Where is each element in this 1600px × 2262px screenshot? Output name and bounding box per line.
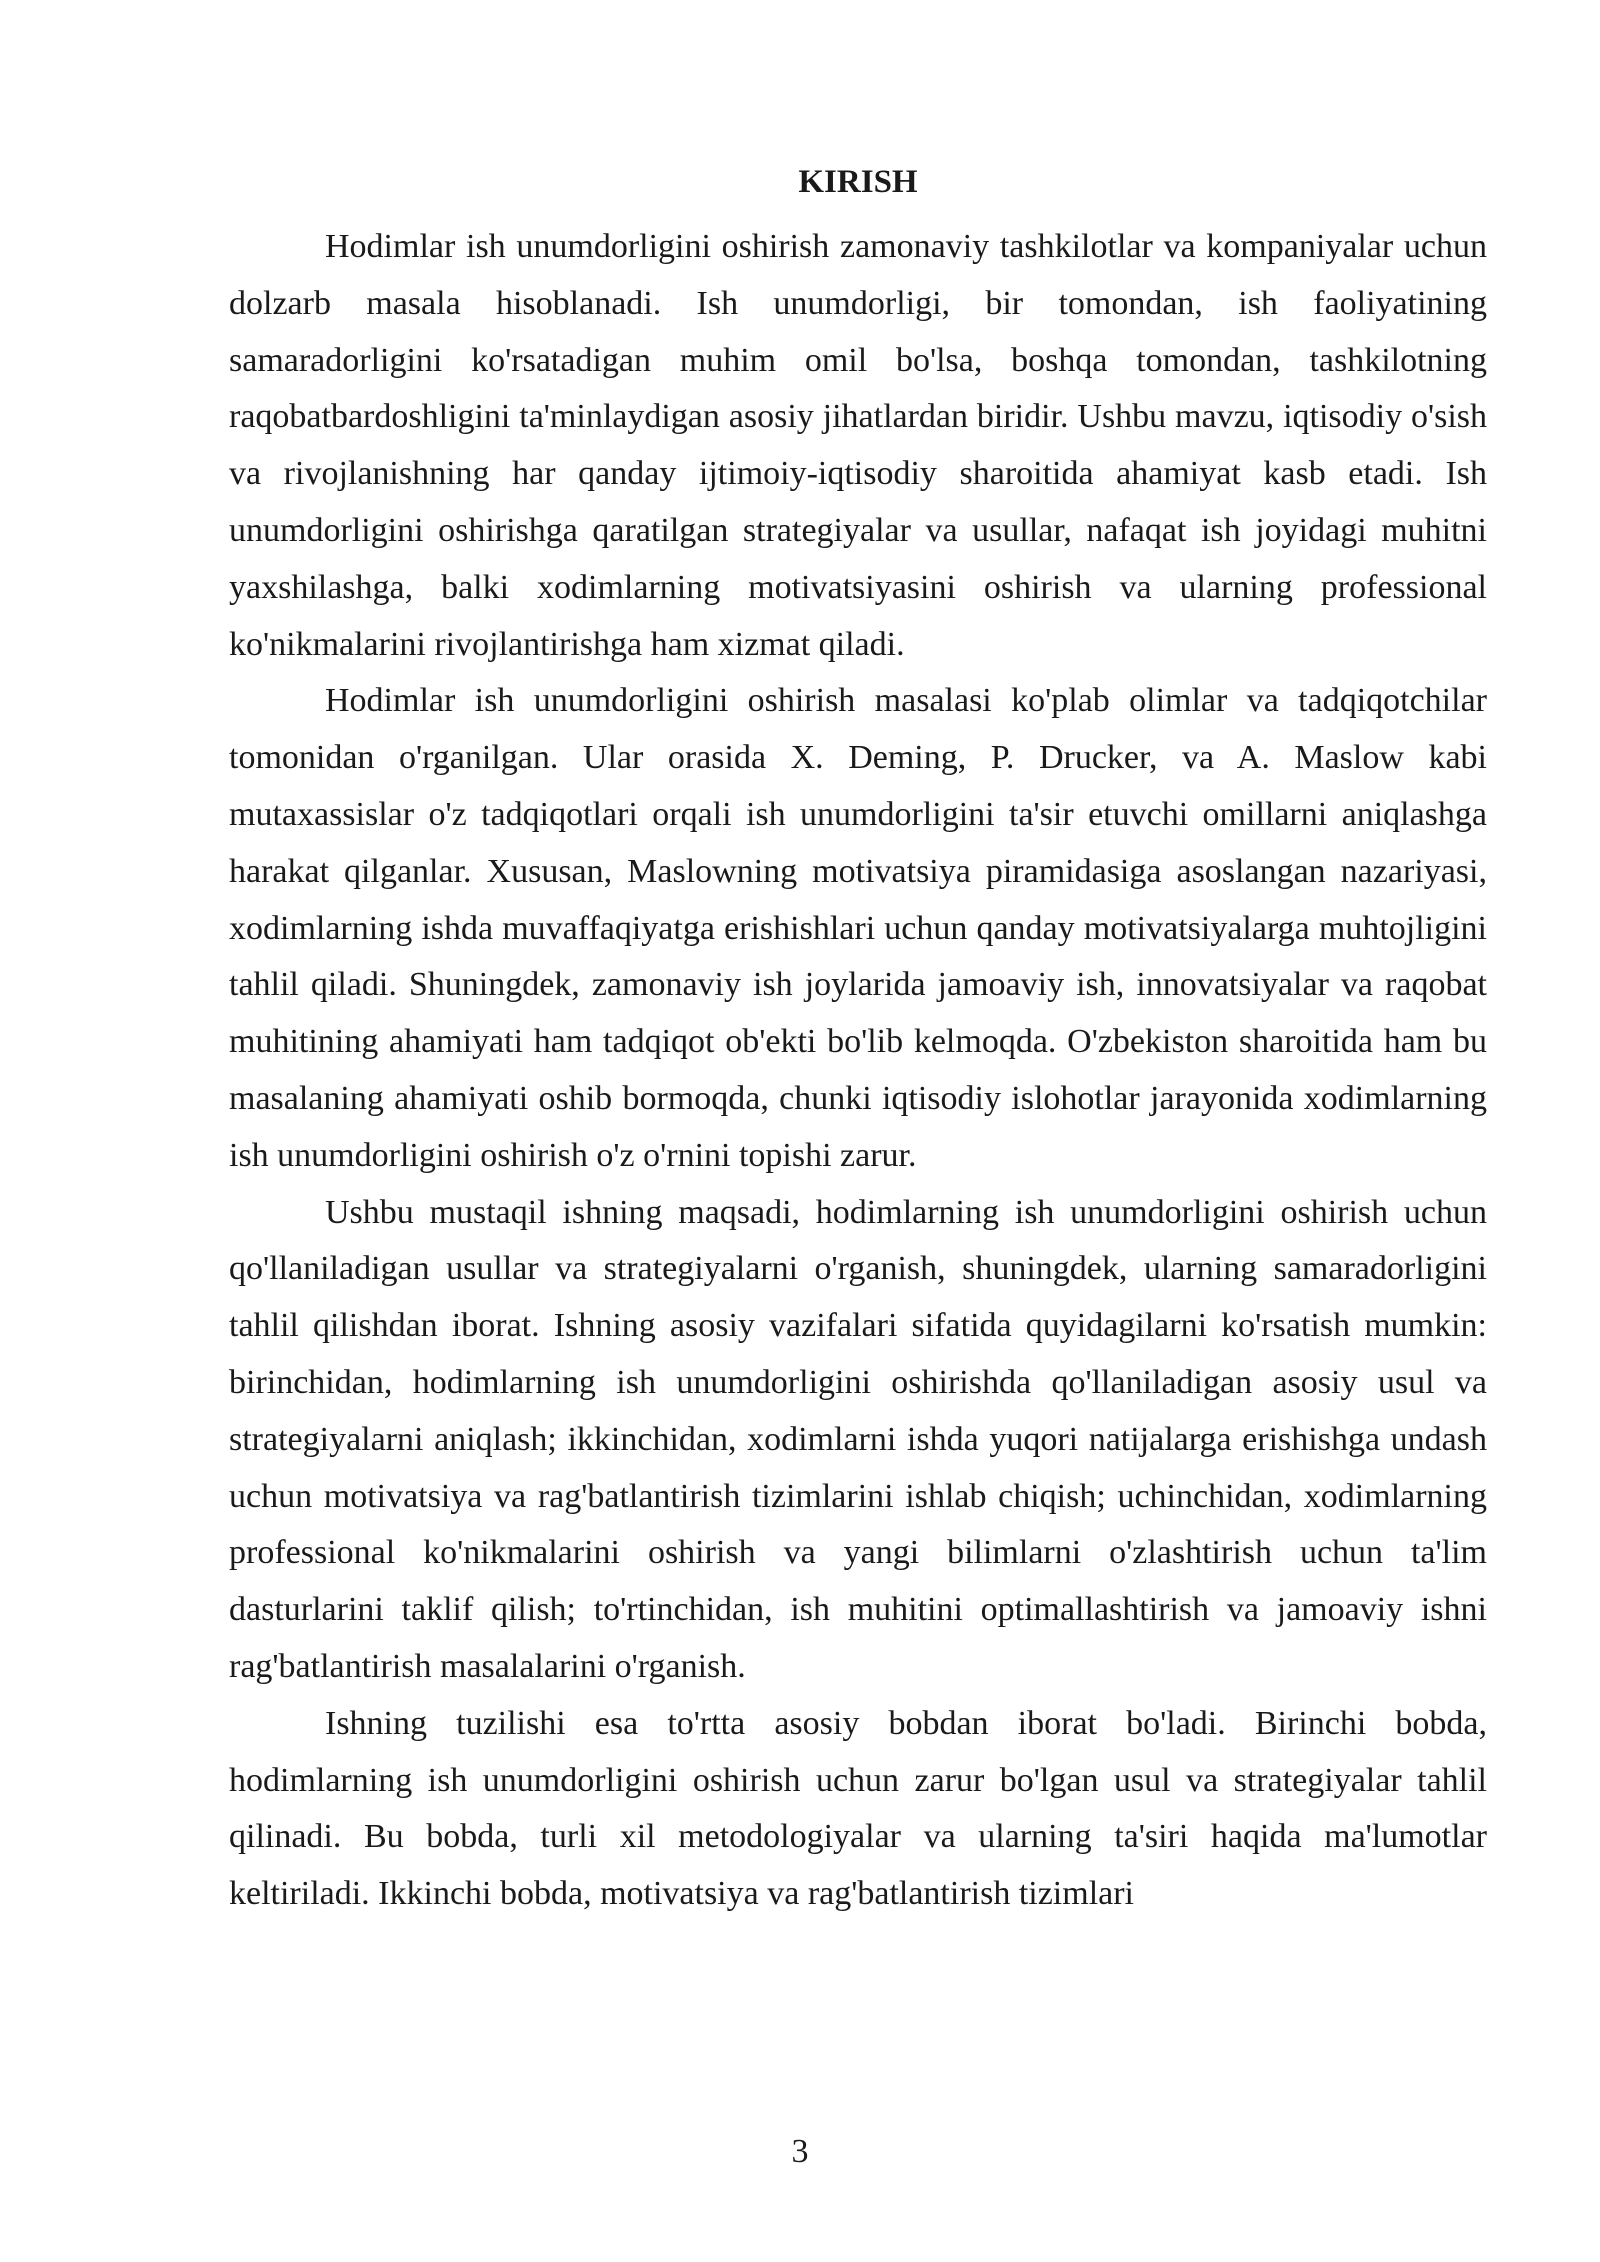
page-number: 3 xyxy=(791,2133,809,2170)
paragraph-3: Ushbu mustaqil ishning maqsadi, hodimlarning ish unumdorligini oshirish uchun qo'llaniladigan usullar va strategiyalarni o'rganish, shuningdek, ularning samaradorligini tahlil qilishdan iborat. Ishning asosiy vazifalari sifatida quyidagilarni ko'rsatish mumkin: birinchidan, hodimlarning ish unumdorligini oshirishda qo'llaniladigan asosiy usul va strategiyalarni aniqlash; ikkinchidan, xodimlarni ishda yuqori natijalarga erishishga undash uchun motivatsiya va rag'batlantirish tizimlarini ishlab chiqish; uchinchidan, xodimlarning professional ko'nikmalarini oshirish va yangi bilimlarni o'zlashtirish uchun ta'lim dasturlarini taklif qilish; to'rtinchidan, ish muhitini optimallashtirish va jamoaviy ishni rag'batlantirish masalalarini o'rganish. xyxy=(229,1193,1487,1685)
paragraph-1: Hodimlar ish unumdorligini oshirish zamonaviy tashkilotlar va kompaniyalar uchun dolzarb masala hisoblanadi. Ish unumdorligi, bir tomondan, ish faoliyatining samaradorligini ko'rsatadigan muhim omil bo'lsa, boshqa tomondan, tashkilotning raqobatbardoshligini ta'minlaydigan asosiy jihatlardan biridir. Ushbu mavzu, iqtisodiy o'sish va rivojlanishning har qanday ijtimoiy-iqtisodiy sharoitida ahamiyat kasb etadi. Ish unumdorligini oshirishga qaratilgan strategiyalar va usullar, nafaqat ish joyidagi muhitni yaxshilashga, balki xodimlarning motivatsiyasini oshirish va ularning professional ko'nikmalarini rivojlantirishga ham xizmat qiladi. xyxy=(229,228,1487,663)
paragraph-4: Ishning tuzilishi esa to'rtta asosiy bobdan iborat bo'ladi. Birinchi bobda, hodimlarning ish unumdorligini oshirish uchun zarur bo'lgan usul va strategiyalar tahlil qilinadi. Bu bobda, turli xil metodologiyalar va ularning ta'siri haqida ma'lumotlar keltiriladi. Ikkinchi bobda, motivatsiya va rag'batlantirish tizimlari xyxy=(229,1704,1487,1913)
section-title: KIRISH xyxy=(798,164,918,200)
paragraph-2: Hodimlar ish unumdorligini oshirish masalasi ko'plab olimlar va tadqiqotchilar tomonidan o'rganilgan. Ular orasida X. Deming, P. Drucker, va A. Maslow kabi mutaxassislar o'z tadqiqotlari orqali ish unumdorligini ta'sir etuvchi omillarni aniqlashga harakat qilganlar. Xususan, Maslowning motivatsiya piramidasiga asoslangan nazariyasi, xodimlarning ishda muvaffaqiyatga erishishlari uchun qanday motivatsiyalarga muhtojligini tahlil qiladi. Shuningdek, zamonaviy ish joylarida jamoaviy ish, innovatsiyalar va raqobat muhitining ahamiyati ham tadqiqot ob'ekti bo'lib kelmoqda. O'zbekiston sharoitida ham bu masalaning ahamiyati oshib bormoqda, chunki iqtisodiy islohotlar jarayonida xodimlarning ish unumdorligini oshirish o'z o'rnini topishi zarur. xyxy=(229,682,1487,1174)
page-content xyxy=(229,160,1487,1923)
